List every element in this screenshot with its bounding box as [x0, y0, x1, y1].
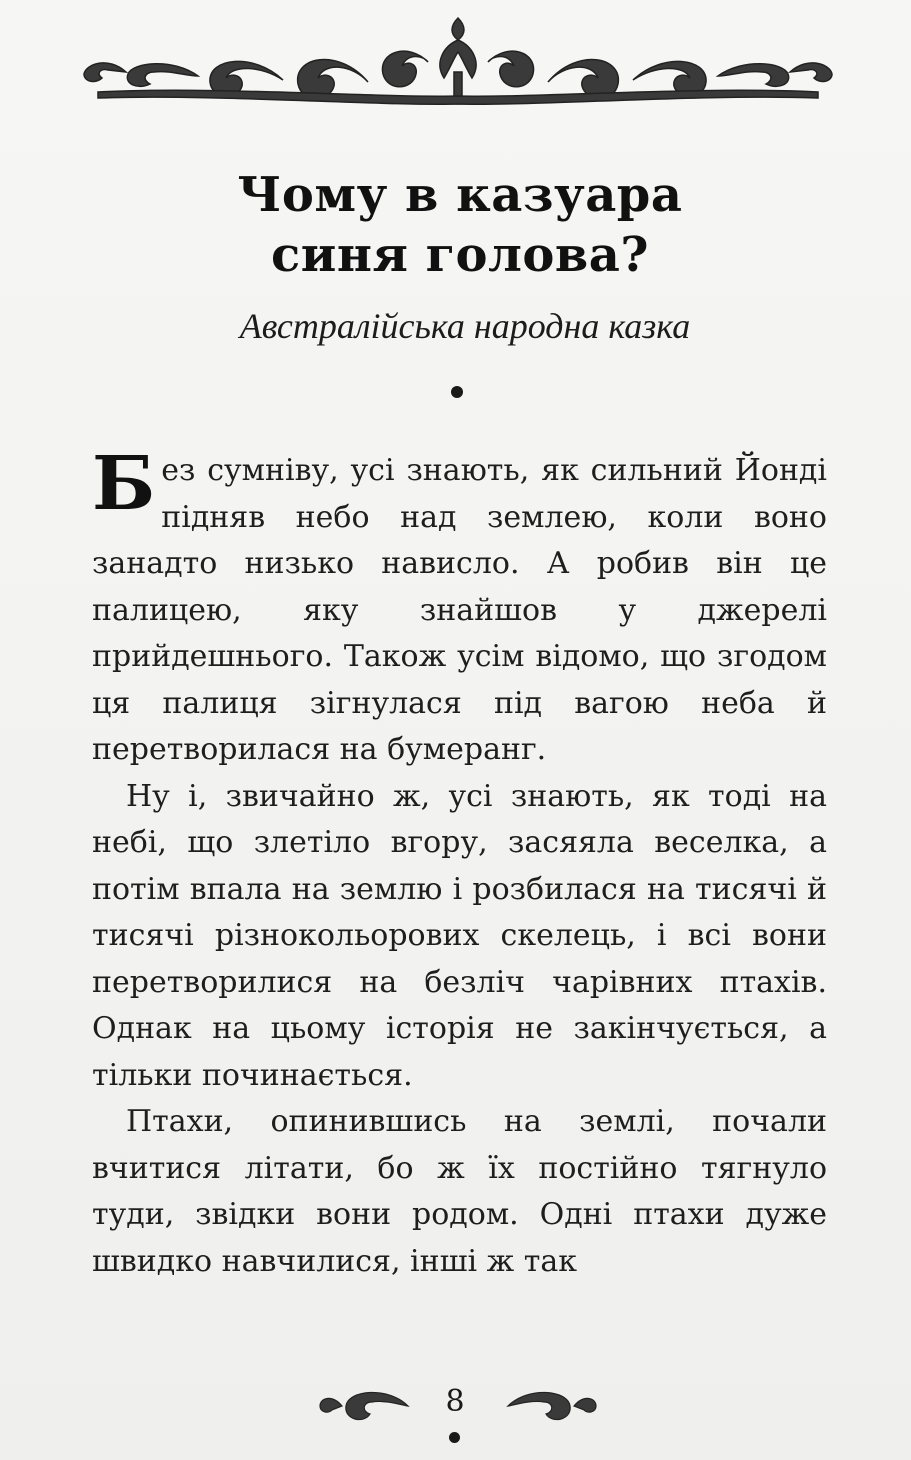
- floral-ornament-border-icon: [78, 12, 838, 112]
- story-title-line-2: синя голова?: [271, 227, 649, 283]
- title-separator-dot: [451, 386, 463, 398]
- story-title: [120, 165, 800, 285]
- paragraph-2: Ну і, звичайно ж, усі знають, як тоді на небі, що злетіло вгору, засяяла веселка, а потім впала на землю і розбилася на тисячі й тисячі різнокольорових скелець, і всі вони перетворилися на безліч чарівних птахів. Однак на цьому історія не закінчується, а тільки починається.: [92, 778, 827, 1093]
- story-body: [92, 441, 827, 1285]
- story-title-line-1: Чому в казуара: [237, 167, 683, 223]
- page-number-dot: [449, 1432, 460, 1443]
- paragraph-1-text: ез сумніву, усі знають, як сильний Йонді підняв небо над землею, коли воно занадто низько нависло. А робив він це палицею, яку знайшов у джерелі прийдешнього. Також усім відомо, що згодом ця палиця зігнулася під вагою неба й перетворилася на бумеранг.: [92, 453, 827, 767]
- paragraph-3: Птахи, опинившись на землі, почали вчитися літати, бо ж їх постійно тягнуло туди, звідки вони родом. Одні птахи дуже швидко навчилися, інші ж так: [92, 1104, 827, 1279]
- page-number: 8: [445, 1384, 465, 1419]
- paragraph-1: [92, 441, 827, 774]
- drop-cap: Б: [92, 441, 156, 527]
- story-subtitle: Австралійська народна казка: [239, 306, 691, 346]
